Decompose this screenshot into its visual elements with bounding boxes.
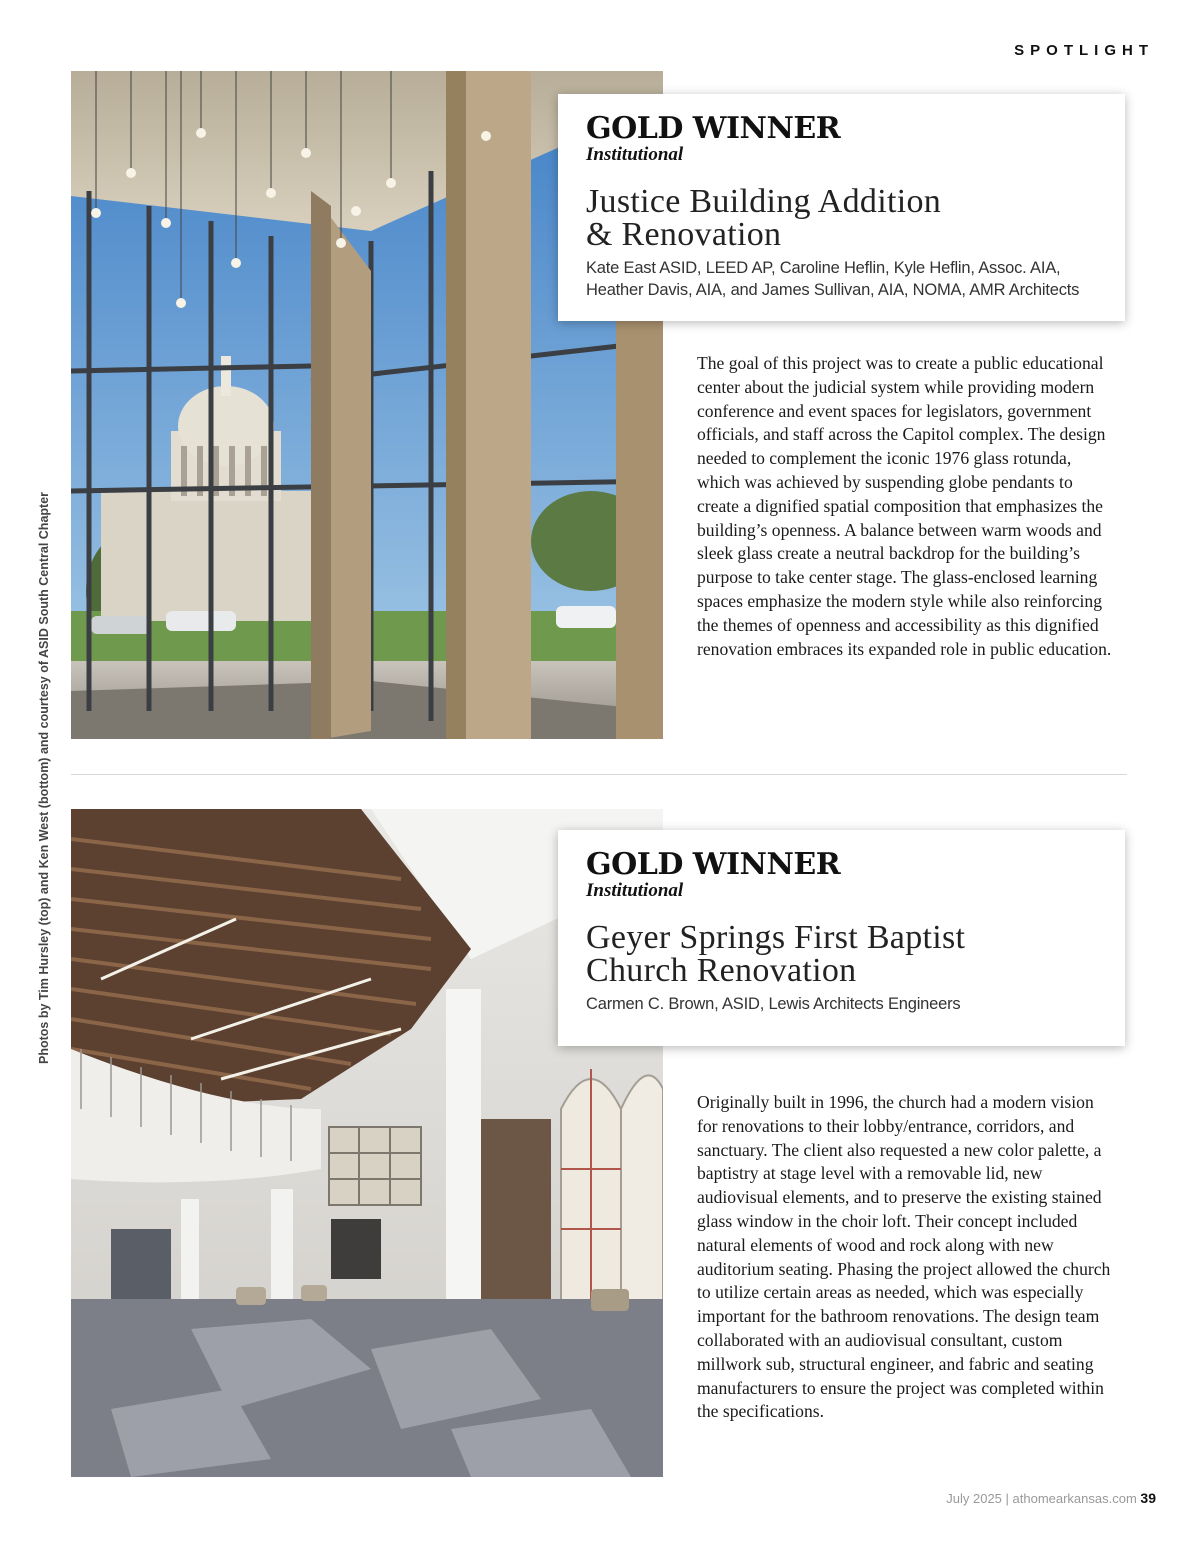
project-description: Originally built in 1996, the church had a modern vision for renovations to their lobby/entrance, corridors, and sanctuary. The client also requested a new color palette, a baptistry at stage level with a removable lid, new audiovisual elements, and to preserve the existing stained glass window in the choir loft. Their concept included natural elements of wood and rock along with new auditorium seating. Phasing the project allowed the church to utilize certain areas as needed, which was especially important for the bathroom renovations. The design team collaborated with an audiovisual consultant, custom millwork sub, structural engineer, and fabric and seating manufacturers to ensure the project was completed within the specifications. [697,1092,1111,1422]
project-title-line: Justice Building Addition [586,183,942,220]
designer-credits: Carmen C. Brown, ASID, Lewis Architects Engineers [586,995,961,1013]
photo-credit: Photos by Tim Hursley (top) and Ken West (bottom) and courtesy of ASID South Central Chapter [37,491,51,1065]
award-category: Institutional [586,880,684,901]
project-description: The goal of this project was to create a public educational center about the judicial system while providing modern conference and event spaces for legislators, government officials, and staff across the Capitol complex. The design needed to complement the iconic 1976 glass rotunda, which was achieved by suspending globe pendants to create a dignified spatial composition that emphasizes the building’s openness. A balance between warm woods and sleek glass create a neutral backdrop for the building’s purpose to take center stage. The glass-enclosed learning spaces emphasize the modern style while also reinforcing the themes of openness and accessibility as this dignified renovation embraces its expanded role in public education. [697,353,1112,659]
award-title: GOLD WINNER [586,111,841,146]
designer-credits: Kate East ASID, LEED AP, Caroline Heflin, Kyle Heflin, Assoc. AIA, Heather Davis, AIA, and James Sullivan, AIA, NOMA, AMR Architects [586,259,1080,299]
issue-and-website: July 2025 | athomearkansas.com [946,1491,1137,1506]
project-title-line: Church Renovation [586,952,857,989]
award-category: Institutional [586,144,684,165]
project-title-line: & Renovation [586,216,782,253]
award-card-geyer-springs [558,830,1125,1046]
award-card-justice [558,94,1125,321]
award-title: GOLD WINNER [586,847,841,882]
project-title-line: Geyer Springs First Baptist [586,919,966,956]
project-title [586,921,1097,987]
project-title [586,185,1097,251]
section-label: SPOTLIGHT [1014,42,1154,59]
section-divider [71,774,1127,775]
page-number: 39 [1140,1490,1156,1506]
page-footer [946,1490,1156,1506]
